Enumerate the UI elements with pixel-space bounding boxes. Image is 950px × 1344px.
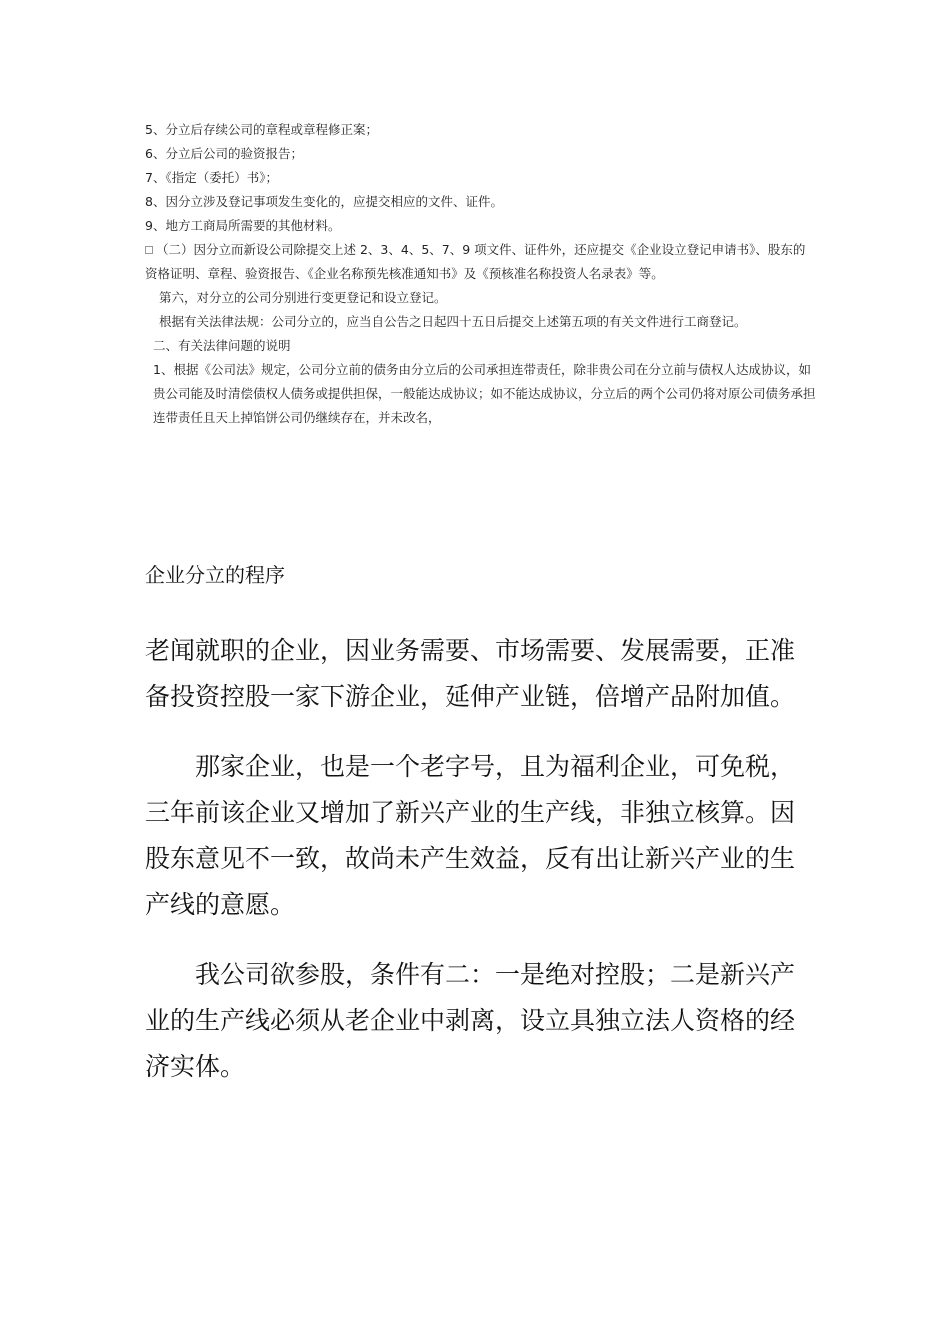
new-company-paragraph xyxy=(145,238,817,286)
new-company-text: （二）因分立而新设公司除提交上述 2、3、4、5、7、9 项文件、证件外，还应提交《企业设立登记申请书》、股东的资格证明、章程、验资报告、《企业名称预先核准通知书》及《预核准名称投资人名录表》等。 xyxy=(145,242,806,281)
body-paragraph: 老闻就职的企业，因业务需要、市场需要、发展需要，正准备投资控股一家下游企业，延伸产业链，倍增产品附加值。 xyxy=(145,636,796,711)
section-two-title: 二、有关法律问题的说明 xyxy=(153,338,291,353)
list-item: 7、《指定（委托）书》； xyxy=(145,170,278,185)
list-item: 5、分立后存续公司的章程或章程修正案； xyxy=(145,122,378,137)
list-item: 8、因分立涉及登记事项发生变化的，应提交相应的文件、证件。 xyxy=(145,194,503,209)
list-item: 6、分立后公司的验资报告； xyxy=(145,146,303,161)
law-note: 根据有关法律法规：公司分立的，应当自公告之日起四十五日后提交上述第五项的有关文件进行工商登记。 xyxy=(159,314,747,329)
section-heading: 企业分立的程序 xyxy=(145,563,285,587)
article-body xyxy=(145,628,805,1114)
list-item: 9、地方工商局所需要的其他材料。 xyxy=(145,218,341,233)
procedure-details xyxy=(145,118,817,430)
checkbox-square-icon xyxy=(145,246,153,254)
body-paragraph: 那家企业，也是一个老字号，且为福利企业，可免税，三年前该企业又增加了新兴产业的生产线，非独立核算。因股东意见不一致，故尚未产生效益，反有出让新兴产业的生产线的意愿。 xyxy=(145,752,796,919)
body-paragraph: 我公司欲参股，条件有二：一是绝对控股；二是新兴产业的生产线必须从老企业中剥离，设立具独立法人资格的经济实体。 xyxy=(145,960,796,1081)
legal-point-one: 1、根据《公司法》规定，公司分立前的债务由分立后的公司承担连带责任，除非贵公司在分立前与债权人达成协议，如贵公司能及时清偿债权人债务或提供担保，一般能达成协议；如不能达成协议，分立后的两个公司仍将对原公司债务承担连带责任且天上掉馅饼公司仍继续存在，并未改名， xyxy=(153,362,816,425)
step-six: 第六，对分立的公司分别进行变更登记和设立登记。 xyxy=(159,290,447,305)
